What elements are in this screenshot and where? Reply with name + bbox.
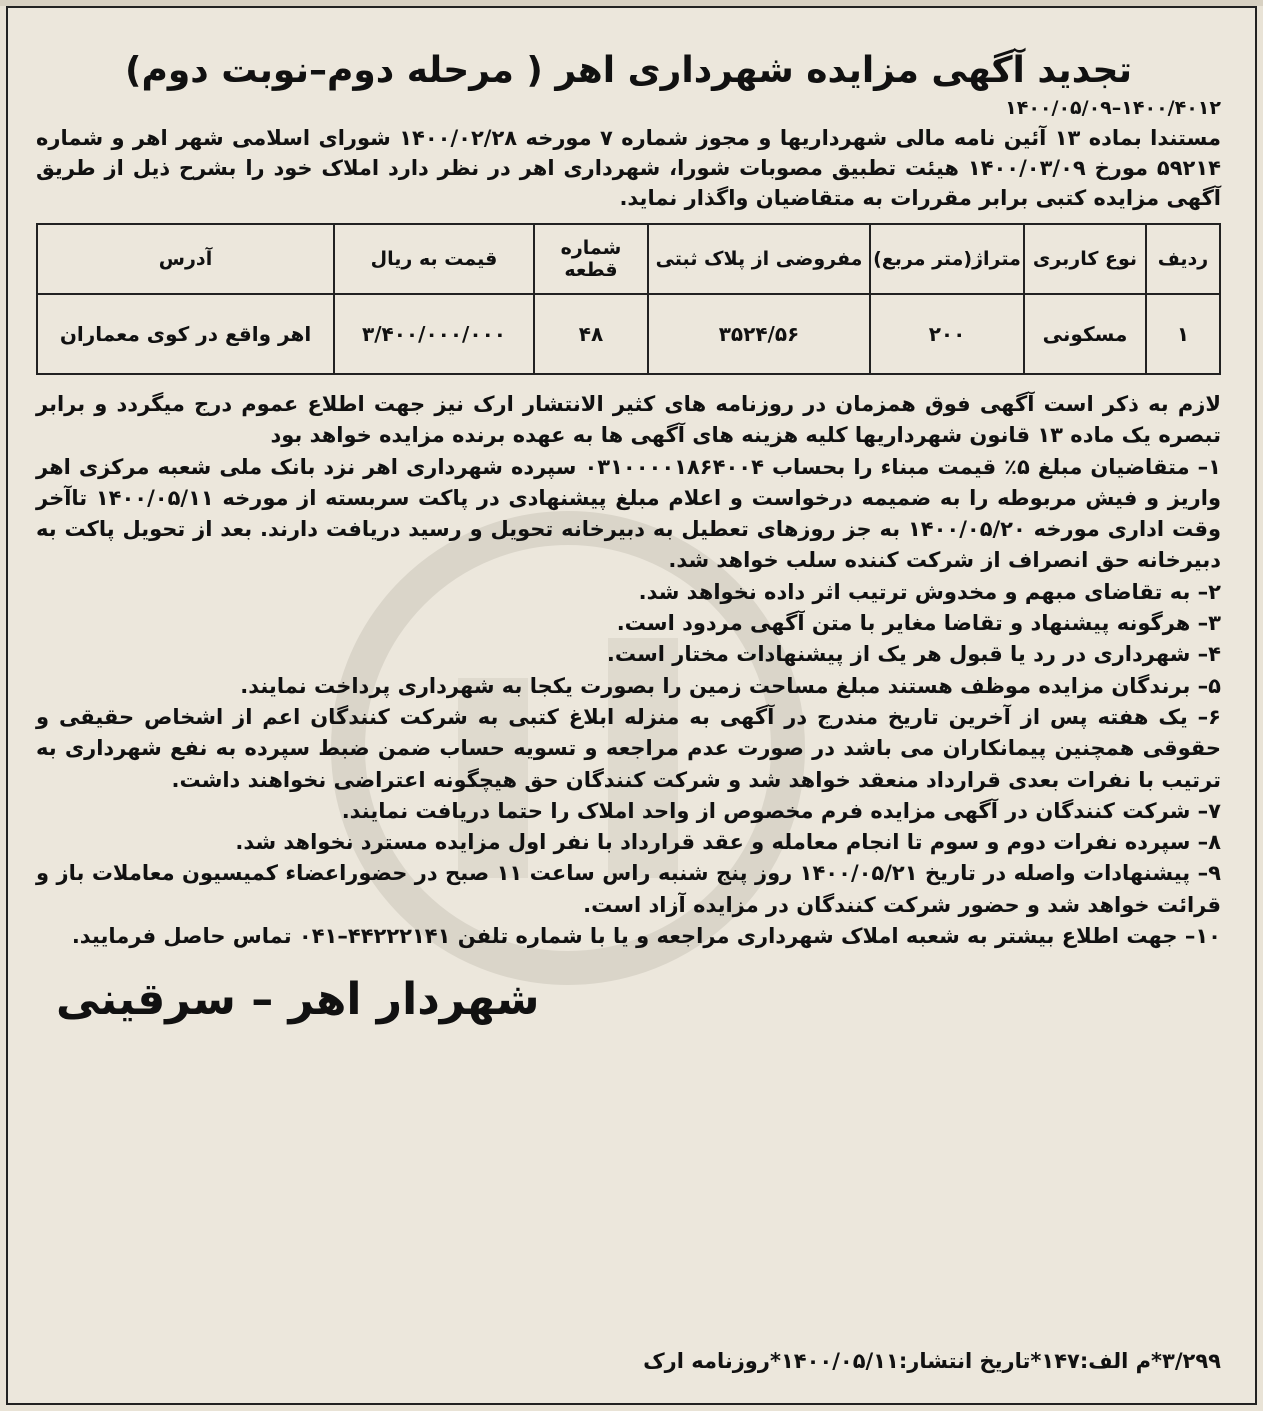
- cell-usage: مسکونی: [1024, 294, 1146, 374]
- condition-item-9: ۹– پیشنهادات واصله در تاریخ ۱۴۰۰/۰۵/۲۱ روز پنج شنبه راس ساعت ۱۱ صبح در حضوراعضاء کمیسیون معاملات باز و قرائت خواهد شد و حضور شرکت کنندگان در مزایده آزاد است.: [36, 861, 1221, 917]
- cell-address: اهر واقع در کوی معماران: [37, 294, 334, 374]
- condition-item-10: ۱۰– جهت اطلاع بیشتر به شعبه املاک شهرداری مراجعه و یا با شماره تلفن ۴۴۲۲۲۱۴۱–۰۴۱ تماس حاصل فرمایید.: [71, 924, 1221, 949]
- header-lot-number: شماره قطعه: [534, 224, 648, 294]
- condition-item-5: ۵– برندگان مزایده موظف هستند مبلغ مساحت زمین را بصورت یکجا به شهرداری پرداخت نمایند.: [240, 673, 1221, 698]
- header-row-number: ردیف: [1146, 224, 1220, 294]
- condition-item-3: ۳– هرگونه پیشنهاد و تقاضا مغایر با متن آگهی مردود است.: [616, 611, 1221, 636]
- header-address: آدرس: [37, 224, 334, 294]
- cell-price: ۳/۴۰۰/۰۰۰/۰۰۰: [334, 294, 534, 374]
- cell-lot-number: ۴۸: [534, 294, 648, 374]
- condition-item-2: ۲– به تقاضای مبهم و مخدوش ترتیب اثر داده نخواهد شد.: [638, 579, 1221, 604]
- condition-item-4: ۴– شهرداری در رد یا قبول هر یک از پیشنهادات مختار است.: [606, 642, 1221, 667]
- header-area: متراژ(متر مربع): [870, 224, 1024, 294]
- auction-lots-table: [36, 223, 1221, 375]
- intro-paragraph: مستندا بماده ۱۳ آئین نامه مالی شهرداریها و مجوز شماره ۷ مورخه ۱۴۰۰/۰۲/۲۸ شورای اسلامی شهر اهر و شماره ۵۹۲۱۴ مورخ ۱۴۰۰/۰۳/۰۹ هیئت تطبیق مصوبات شورا، شهرداری اهر در نظر دارد املاک خود را بشرح ذیل از طریق آگهی مزایده کتبی برابر مقررات به متقاضیان واگذار نماید.: [36, 126, 1221, 210]
- publication-footer: ۳/۲۹۹*م الف:۱۴۷*تاریخ انتشار:۱۴۰۰/۰۵/۱۱*روزنامه ارک: [643, 1349, 1221, 1373]
- mayor-signature: شهردار اهر – سرقینی: [56, 974, 540, 1026]
- notice-title: تجدید آگهی مزایده شهرداری اهر ( مرحله دوم–نوبت دوم): [125, 50, 1132, 91]
- header-usage: نوع کاربری: [1024, 224, 1146, 294]
- cell-row-number: ۱: [1146, 294, 1220, 374]
- header-price: قیمت به ریال: [334, 224, 534, 294]
- table-header-row: [37, 224, 1220, 294]
- cell-area: ۲۰۰: [870, 294, 1024, 374]
- table-row: [37, 294, 1220, 374]
- condition-item-1: ۱– متقاضیان مبلغ ۵٪ قیمت مبناء را بحساب ۰۳۱۰۰۰۰۱۸۶۴۰۰۴ سپرده شهرداری اهر نزد بانک ملی شعبه مرکزی اهر واریز و فیش مربوطه را به ضمیمه درخواست و اعلام مبلغ پیشنهادی در پاکت سربسته از مورخه ۱۴۰۰/۰۵/۱۱ تاآخر وقت اداری مورخه ۱۴۰۰/۰۵/۲۰ به جز روزهای تعطیل به دبیرخانه تحویل و رسید دریافت دارند. بعد از تحویل پاکت به دبیرخانه حق انصراف از شرکت کننده سلب خواهد شد.: [36, 454, 1221, 573]
- header-plate: مفروضی از پلاک ثبتی: [648, 224, 870, 294]
- notice-frame: [6, 6, 1257, 1405]
- condition-item-7: ۷– شرکت کنندگان در آگهی مزایده فرم مخصوص از واحد املاک را حتما دریافت نمایند.: [341, 798, 1221, 823]
- condition-item-6: ۶– یک هفته پس از آخرین تاریخ مندرج در آگهی به منزله ابلاغ کتبی به شرکت کنندگان اعم از اشخاص حقیقی و حقوقی همچنین پیمانکاران می باشد در صورت عدم مراجعه و تسویه حساب ضمن ضبط سپرده به نفع شهرداری به ترتیب با نفرات بعدی قرارداد منعقد خواهد شد و شرکت کنندگان حق هیچگونه اعتراضی نخواهند داشت.: [36, 704, 1221, 792]
- condition-item-8: ۸– سپرده نفرات دوم و سوم تا انجام معامله و عقد قرارداد با نفر اول مزایده مسترد نخواهد شد.: [235, 830, 1221, 855]
- note-publication: لازم به ذکر است آگهی فوق همزمان در روزنامه های کثیر الانتشار ارک نیز جهت اطلاع عموم درج میگردد و برابر تبصره یک ماده ۱۳ قانون شهرداریها کلیه هزینه های آگهی ها به عهده برنده مزایده خواهد بود: [36, 392, 1221, 448]
- conditions-list: [36, 389, 1221, 952]
- cell-plate: ۳۵۲۴/۵۶: [648, 294, 870, 374]
- notice-content: [36, 48, 1221, 1025]
- reference-number: ۱۴۰۰/۰۵/۰۹–۱۴۰۰/۴۰۱۲: [1005, 97, 1221, 119]
